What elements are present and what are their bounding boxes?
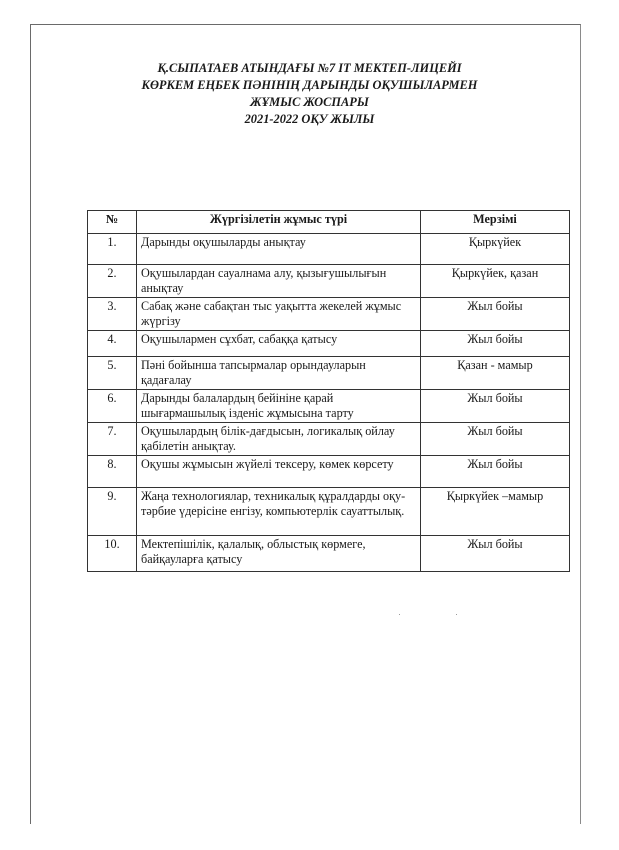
table-row xyxy=(88,536,570,572)
header-school-year: 2021-2022 ОҚУ ЖЫЛЫ xyxy=(244,112,375,126)
header-plan-title: ЖҰМЫС ЖОСПАРЫ xyxy=(250,95,369,109)
table-header-row xyxy=(88,211,570,234)
row-work: Дарынды балалардың бейініне қарай шығармашылық ізденіс жұмысына тарту xyxy=(137,390,421,423)
header-school-name: Қ.СЫПАТАЕВ АТЫНДАҒЫ №7 IT МЕКТЕП-ЛИЦЕЙІ xyxy=(157,61,462,75)
row-term: Қыркүйек –мамыр xyxy=(421,488,570,536)
table-row xyxy=(88,488,570,536)
table-row xyxy=(88,423,570,456)
row-number: 6. xyxy=(88,390,137,423)
row-term: Қыркүйек, қазан xyxy=(421,265,570,298)
row-term: Жыл бойы xyxy=(421,390,570,423)
row-term: Жыл бойы xyxy=(421,536,570,572)
row-number: 2. xyxy=(88,265,137,298)
row-work: Сабақ және сабақтан тыс уақытта жекелей жұмыс жүргізу xyxy=(137,298,421,331)
row-number: 9. xyxy=(88,488,137,536)
row-number: 8. xyxy=(88,456,137,488)
row-term: Жыл бойы xyxy=(421,298,570,331)
row-work: Оқушылармен сұхбат, сабаққа қатысу xyxy=(137,331,421,357)
row-term: Қыркүйек xyxy=(421,234,570,265)
row-work: Жаңа технологиялар, техникалық құралдарды оқу-тәрбие үдерісіне енгізу, компьютерлік сауаттылық. xyxy=(137,488,421,536)
row-work: Пәні бойынша тапсырмалар орындауларын қадағалау xyxy=(137,357,421,390)
row-work: Оқушылардан сауалнама алу, қызығушылығын анықтау xyxy=(137,265,421,298)
table-row xyxy=(88,234,570,265)
row-number: 3. xyxy=(88,298,137,331)
header-term: Мерзімі xyxy=(421,211,570,234)
row-term: Жыл бойы xyxy=(421,456,570,488)
table-row xyxy=(88,331,570,357)
table-row xyxy=(88,357,570,390)
row-work: Оқушы жұмысын жүйелі тексеру, көмек көрсету xyxy=(137,456,421,488)
table-row xyxy=(88,390,570,423)
table-row xyxy=(88,265,570,298)
document-header xyxy=(0,60,619,128)
header-work-type: Жүргізілетін жұмыс түрі xyxy=(137,211,421,234)
header-subject: КӨРКЕМ ЕҢБЕК ПӘНІНІҢ ДАРЫНДЫ ОҚУШЫЛАРМЕН xyxy=(141,78,478,92)
row-number: 1. xyxy=(88,234,137,265)
row-number: 7. xyxy=(88,423,137,456)
row-work: Оқушылардың білік-дағдысын, логикалық ойлау қабілетін анықтау. xyxy=(137,423,421,456)
row-number: 4. xyxy=(88,331,137,357)
table-row xyxy=(88,456,570,488)
row-work: Мектепішілік, қалалық, облыстық көрмеге, байқауларға қатысу xyxy=(137,536,421,572)
header-number: № xyxy=(88,211,137,234)
table-row xyxy=(88,298,570,331)
row-number: 5. xyxy=(88,357,137,390)
row-term: Қазан - мамыр xyxy=(421,357,570,390)
row-number: 10. xyxy=(88,536,137,572)
work-plan-table xyxy=(87,210,570,572)
row-term: Жыл бойы xyxy=(421,331,570,357)
row-work: Дарынды оқушыларды анықтау xyxy=(137,234,421,265)
scan-speck xyxy=(456,614,457,615)
scan-speck xyxy=(399,614,400,615)
row-term: Жыл бойы xyxy=(421,423,570,456)
